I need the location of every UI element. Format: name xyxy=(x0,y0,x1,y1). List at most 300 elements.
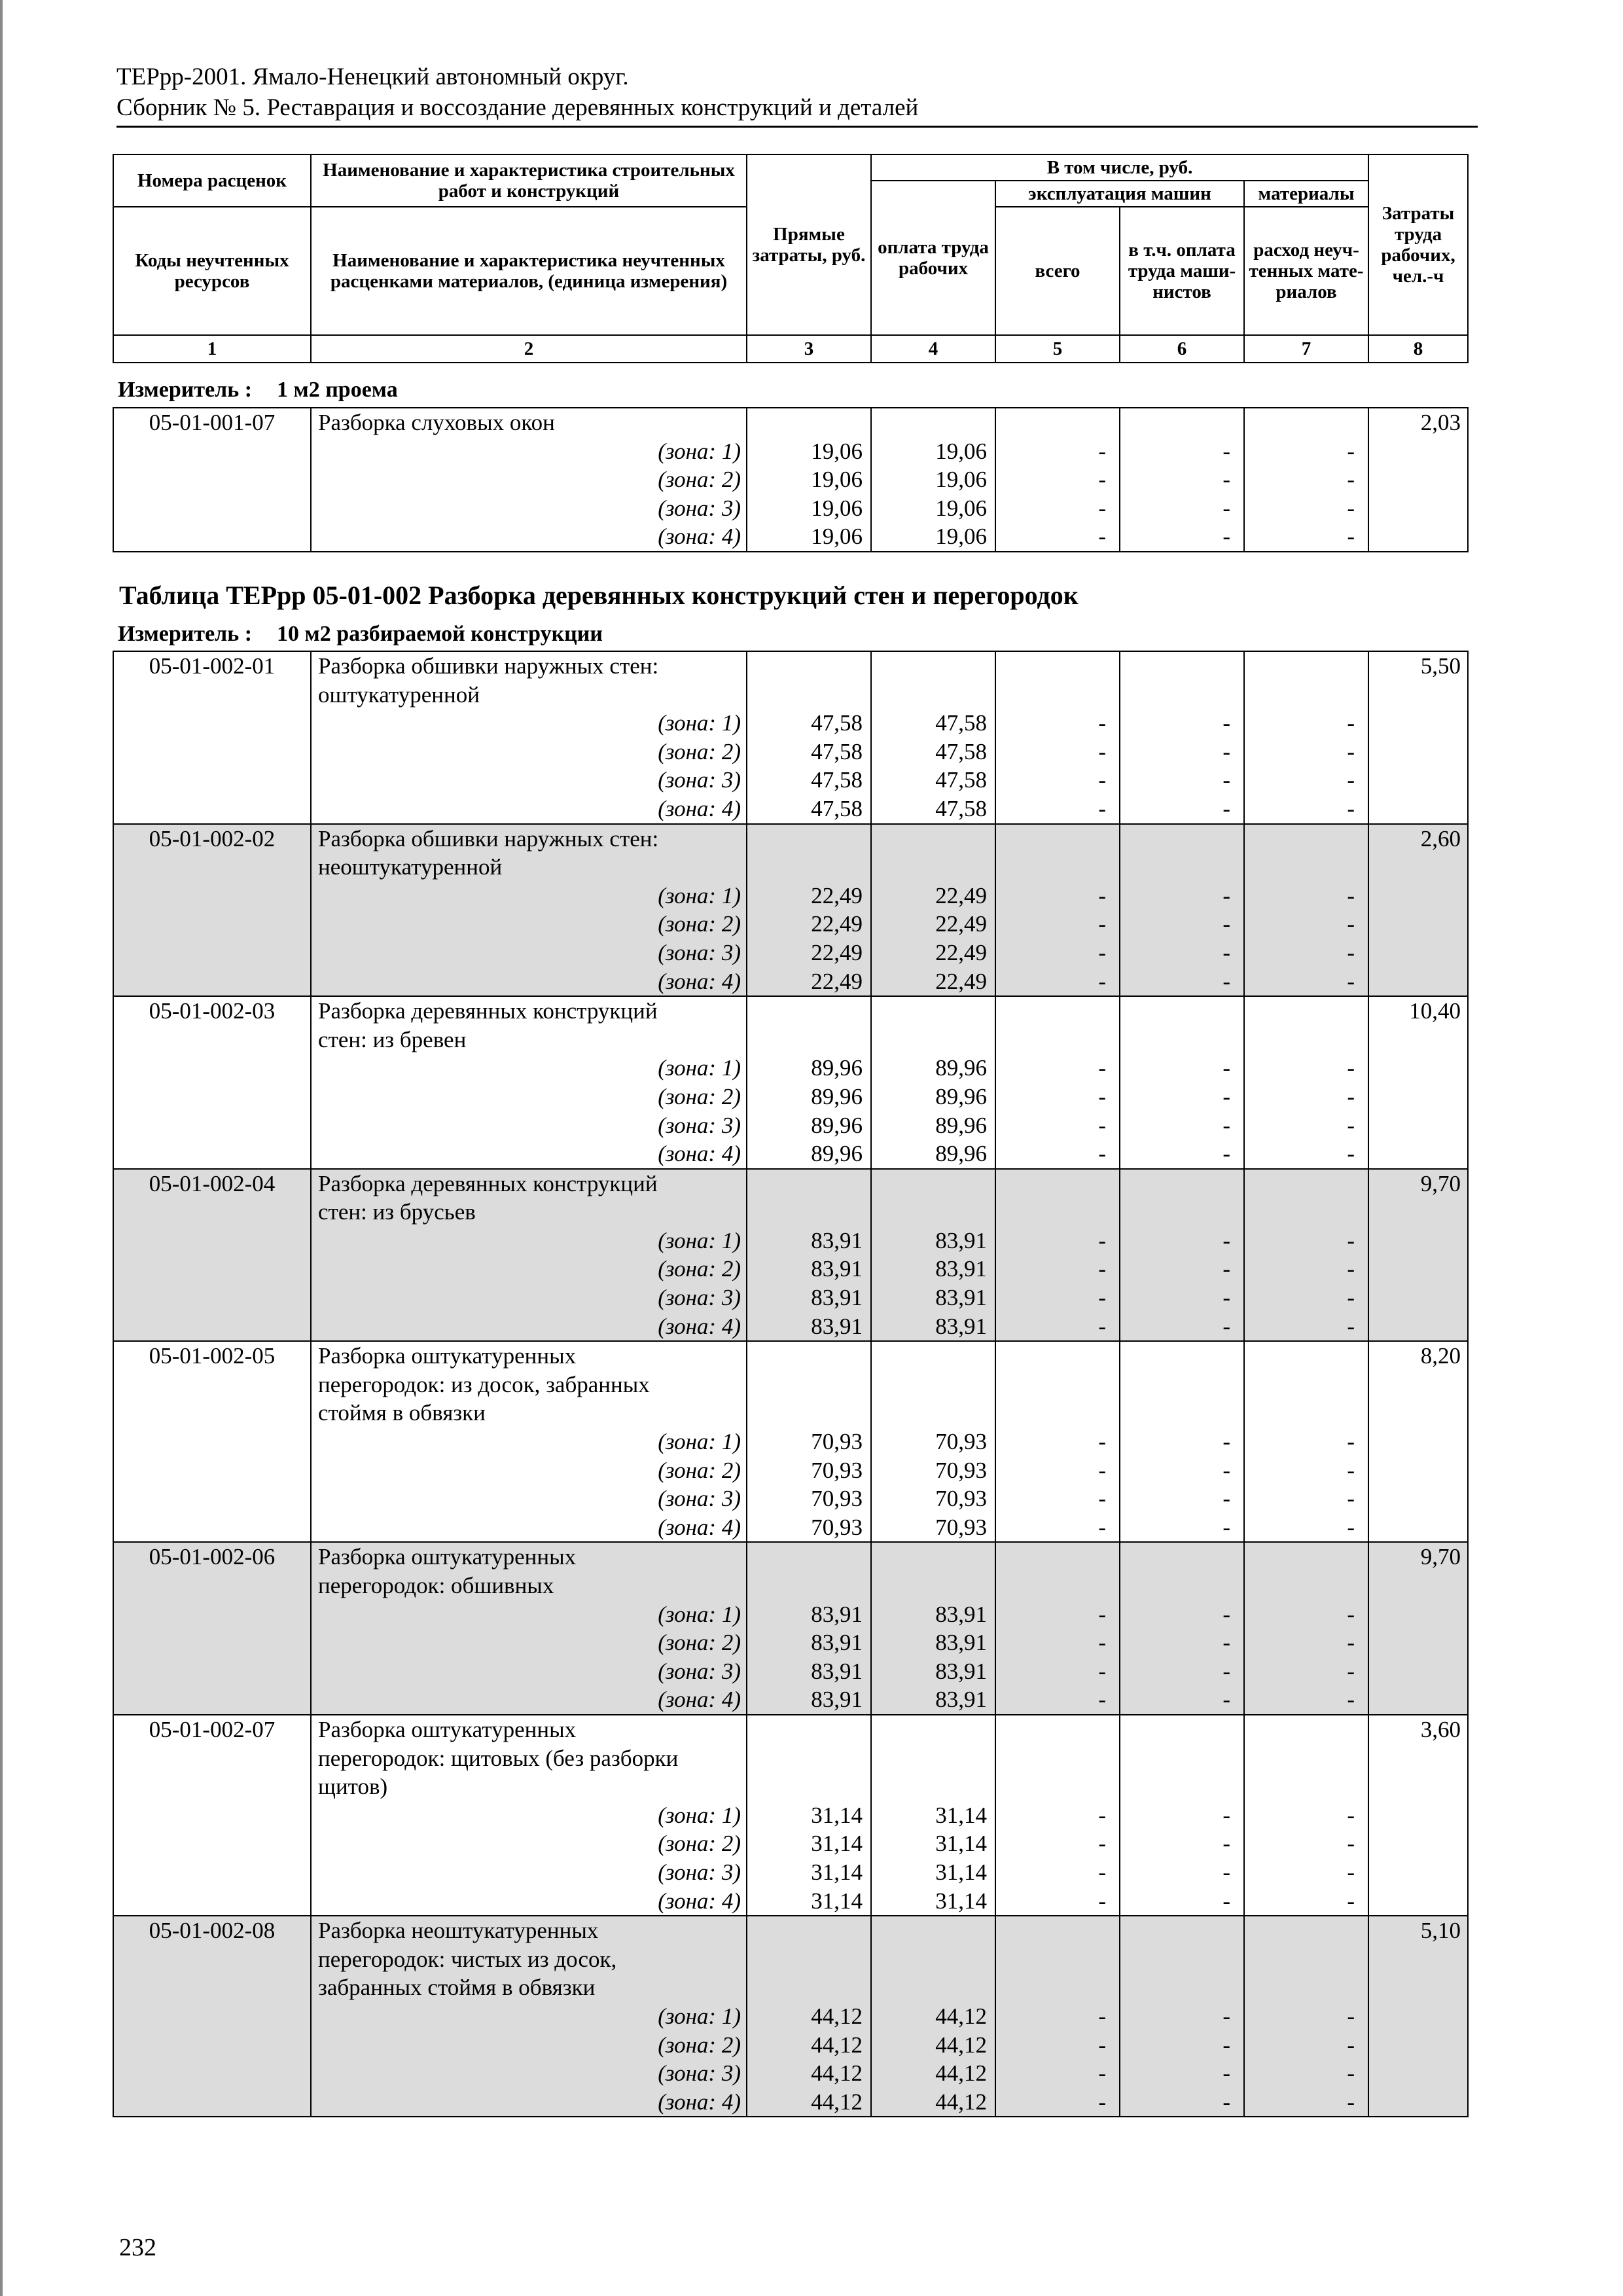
machinist-pay-text: - xyxy=(1222,1227,1230,1253)
labor-pay xyxy=(871,1916,995,2117)
labor-pay-text: 83,91 xyxy=(935,1630,987,1656)
materials-text: - xyxy=(1347,1859,1355,1885)
direct-cost-text: 47,58 xyxy=(811,795,863,821)
direct-cost-text: 89,96 xyxy=(811,1055,863,1081)
materials-text: - xyxy=(1347,1141,1355,1167)
rate-code xyxy=(113,824,311,997)
materials-text: - xyxy=(1347,2003,1355,2029)
zone-label: (зона: 1) xyxy=(658,1802,741,1828)
machinist-pay xyxy=(1120,408,1244,552)
zone-label: (зона: 1) xyxy=(658,710,741,736)
rate-row xyxy=(113,651,1468,824)
direct-cost-text: 19,06 xyxy=(811,438,863,464)
labor-pay-text: 22,49 xyxy=(935,939,987,965)
labor-pay-text: 19,06 xyxy=(935,495,987,521)
machines-total-text: - xyxy=(1098,467,1106,493)
rate-row xyxy=(113,1169,1468,1342)
labor-pay-text: 83,91 xyxy=(935,1256,987,1282)
materials-text: - xyxy=(1347,2089,1355,2115)
rates-table-05-01-001 xyxy=(113,407,1469,552)
labor-pay-text: 47,58 xyxy=(935,767,987,793)
measure-value: 10 м2 разбираемой конструкции xyxy=(277,622,603,646)
zone-label: (зона: 2) xyxy=(658,2032,741,2058)
machines-total xyxy=(995,1169,1120,1342)
materials-text: - xyxy=(1347,1285,1355,1311)
machines-total-text: - xyxy=(1098,495,1106,521)
labor-pay-text: 44,12 xyxy=(935,2032,987,2058)
rates-table-05-01-002 xyxy=(113,651,1469,2117)
rate-name-line: Разборка оштукатуренных xyxy=(318,1716,577,1742)
labor-pay-text: 44,12 xyxy=(935,2003,987,2029)
rate-name xyxy=(311,408,747,552)
running-header-title: ТЕРрр-2001. Ямало-Ненецкий автономный округ. xyxy=(116,63,629,90)
direct-cost-text: 44,12 xyxy=(811,2089,863,2115)
materials-text: - xyxy=(1347,1687,1355,1713)
rate-name-line: перегородок: обшивных xyxy=(318,1573,554,1598)
materials-text: - xyxy=(1347,2032,1355,2058)
col-header-nomera: Номера расценок xyxy=(113,154,311,207)
labor-pay-text: 47,58 xyxy=(935,795,987,821)
materials xyxy=(1244,824,1368,997)
machinist-pay-text: - xyxy=(1222,1141,1230,1167)
machinist-pay-text: - xyxy=(1222,1687,1230,1713)
direct-cost xyxy=(747,651,871,824)
rate-code-text: 05-01-002-08 xyxy=(149,1918,276,1944)
col-header-kody: Коды неучтенных ресурсов xyxy=(113,207,311,335)
zone-label: (зона: 1) xyxy=(658,1055,741,1081)
materials-text: - xyxy=(1347,1256,1355,1282)
materials-text: - xyxy=(1347,1514,1355,1540)
zone-label: (зона: 4) xyxy=(658,795,741,821)
machines-total-text: - xyxy=(1098,1227,1106,1253)
labor-pay-text: 89,96 xyxy=(935,1055,987,1081)
materials-text: - xyxy=(1347,1055,1355,1081)
zone-label: (зона: 3) xyxy=(658,2060,741,2087)
machinist-pay-text: - xyxy=(1222,968,1230,994)
materials-text: - xyxy=(1347,1227,1355,1253)
materials-text: - xyxy=(1347,2060,1355,2087)
col-header-ekspl: эксплуатация машин xyxy=(995,181,1244,207)
labor-pay-text: 83,91 xyxy=(935,1601,987,1627)
labor-hours-text: 2,03 xyxy=(1420,410,1461,435)
page-edge-line xyxy=(0,0,3,2296)
materials-text: - xyxy=(1347,1888,1355,1914)
rate-name xyxy=(311,996,747,1169)
direct-cost-text: 83,91 xyxy=(811,1658,863,1684)
direct-cost-text: 70,93 xyxy=(811,1429,863,1455)
labor-hours-text: 5,50 xyxy=(1420,653,1461,679)
machines-total-text: - xyxy=(1098,2003,1106,2029)
zone-label: (зона: 4) xyxy=(658,2089,741,2115)
labor-pay-text: 19,06 xyxy=(935,467,987,493)
zone-label: (зона: 2) xyxy=(658,1256,741,1282)
direct-cost xyxy=(747,1542,871,1715)
materials-text: - xyxy=(1347,1313,1355,1339)
zone-label: (зона: 2) xyxy=(658,1630,741,1656)
col-number: 6 xyxy=(1120,335,1244,363)
direct-cost-text: 19,06 xyxy=(811,524,863,550)
materials-text: - xyxy=(1347,1601,1355,1627)
machinist-pay-text: - xyxy=(1222,467,1230,493)
materials-text: - xyxy=(1347,1630,1355,1656)
labor-hours xyxy=(1368,1169,1468,1342)
rate-name-line: перегородок: щитовых (без разборки xyxy=(318,1745,679,1771)
machinist-pay-text: - xyxy=(1222,939,1230,965)
zone-label: (зона: 4) xyxy=(658,1313,741,1339)
col-header-materialy: материалы xyxy=(1244,181,1368,207)
machines-total xyxy=(995,1916,1120,2117)
direct-cost-text: 83,91 xyxy=(811,1601,863,1627)
rate-code-text: 05-01-002-06 xyxy=(149,1544,276,1570)
col-header-rashod: расход неуч-тенных мате-риалов xyxy=(1244,207,1368,335)
machinist-pay xyxy=(1120,651,1244,824)
rate-name-line: забранных стоймя в обвязки xyxy=(318,1975,596,2001)
zone-label: (зона: 2) xyxy=(658,1831,741,1857)
labor-pay xyxy=(871,1169,995,1342)
machines-total-text: - xyxy=(1098,939,1106,965)
machines-total-text: - xyxy=(1098,1055,1106,1081)
direct-cost-text: 19,06 xyxy=(811,495,863,521)
rate-name-line: Разборка обшивки наружных стен: xyxy=(318,825,659,852)
machinist-pay xyxy=(1120,996,1244,1169)
materials-text: - xyxy=(1347,1831,1355,1857)
machines-total xyxy=(995,1341,1120,1542)
rate-code-text: 05-01-002-05 xyxy=(149,1343,276,1369)
machinist-pay xyxy=(1120,1715,1244,1916)
rate-row xyxy=(113,1542,1468,1715)
rate-code-text: 05-01-002-02 xyxy=(149,825,276,852)
materials xyxy=(1244,1542,1368,1715)
zone-label: (зона: 4) xyxy=(658,1687,741,1713)
materials-text: - xyxy=(1347,1112,1355,1138)
materials-text: - xyxy=(1347,882,1355,908)
direct-cost-text: 47,58 xyxy=(811,710,863,736)
rate-name-line: щитов) xyxy=(318,1774,388,1800)
materials-text: - xyxy=(1347,1083,1355,1109)
rate-row xyxy=(113,408,1468,552)
machines-total xyxy=(995,996,1120,1169)
table-title: Таблица ТЕРрр 05-01-002 Разборка деревянных конструкций стен и перегородок xyxy=(119,581,1079,610)
labor-hours xyxy=(1368,651,1468,824)
zone-label: (зона: 2) xyxy=(658,1457,741,1483)
zone-label: (зона: 1) xyxy=(658,1601,741,1627)
materials xyxy=(1244,408,1368,552)
machines-total-text: - xyxy=(1098,524,1106,550)
machinist-pay-text: - xyxy=(1222,738,1230,764)
labor-pay-text: 31,14 xyxy=(935,1859,987,1885)
labor-pay-text: 47,58 xyxy=(935,738,987,764)
machinist-pay xyxy=(1120,1169,1244,1342)
labor-pay-text: 47,58 xyxy=(935,710,987,736)
direct-cost-text: 22,49 xyxy=(811,968,863,994)
labor-pay-text: 70,93 xyxy=(935,1429,987,1455)
labor-pay-text: 70,93 xyxy=(935,1486,987,1512)
materials-text: - xyxy=(1347,1486,1355,1512)
rate-code-text: 05-01-002-07 xyxy=(149,1716,276,1742)
materials-text: - xyxy=(1347,939,1355,965)
labor-hours-text: 9,70 xyxy=(1420,1544,1461,1570)
machines-total-text: - xyxy=(1098,738,1106,764)
col-number: 8 xyxy=(1368,335,1468,363)
direct-cost-text: 22,49 xyxy=(811,911,863,937)
materials xyxy=(1244,1169,1368,1342)
col-header-vsego: всего xyxy=(995,207,1120,335)
rate-code xyxy=(113,408,311,552)
zone-label: (зона: 1) xyxy=(658,438,741,464)
materials-text: - xyxy=(1347,1429,1355,1455)
rate-name-line: стен: из брусьев xyxy=(318,1199,476,1225)
labor-pay xyxy=(871,408,995,552)
zone-label: (зона: 3) xyxy=(658,939,741,965)
rate-name-line: перегородок: из досок, забранных xyxy=(318,1371,650,1397)
machines-total-text: - xyxy=(1098,1429,1106,1455)
labor-pay-text: 19,06 xyxy=(935,524,987,550)
labor-pay-text: 89,96 xyxy=(935,1112,987,1138)
machinist-pay-text: - xyxy=(1222,767,1230,793)
rate-name-line: Разборка деревянных конструкций xyxy=(318,998,658,1024)
rate-name xyxy=(311,651,747,824)
labor-hours xyxy=(1368,1542,1468,1715)
machinist-pay xyxy=(1120,1341,1244,1542)
rate-name xyxy=(311,1169,747,1342)
materials-text: - xyxy=(1347,438,1355,464)
materials xyxy=(1244,1715,1368,1916)
machinist-pay-text: - xyxy=(1222,2003,1230,2029)
machinist-pay-text: - xyxy=(1222,1630,1230,1656)
rate-name xyxy=(311,1715,747,1916)
rate-code-text: 05-01-002-03 xyxy=(149,998,276,1024)
machines-total-text: - xyxy=(1098,1802,1106,1828)
rate-code-text: 05-01-002-01 xyxy=(149,653,276,679)
measure-value: 1 м2 проема xyxy=(277,378,398,402)
machines-total xyxy=(995,824,1120,997)
zone-label: (зона: 4) xyxy=(658,524,741,550)
machinist-pay-text: - xyxy=(1222,438,1230,464)
machinist-pay-text: - xyxy=(1222,1055,1230,1081)
machinist-pay-text: - xyxy=(1222,1429,1230,1455)
direct-cost-text: 44,12 xyxy=(811,2003,863,2029)
rate-code-text: 05-01-002-04 xyxy=(149,1170,276,1196)
machines-total-text: - xyxy=(1098,1313,1106,1339)
materials-text: - xyxy=(1347,738,1355,764)
col-header-v-tom-chisle: В том числе, руб. xyxy=(871,154,1368,181)
machinist-pay xyxy=(1120,824,1244,997)
column-header-table xyxy=(113,154,1469,363)
rate-code xyxy=(113,651,311,824)
rate-name-line: неоштукатуренной xyxy=(318,854,503,880)
materials-text: - xyxy=(1347,968,1355,994)
direct-cost-text: 31,14 xyxy=(811,1802,863,1828)
machinist-pay-text: - xyxy=(1222,882,1230,908)
rate-name-line: оштукатуренной xyxy=(318,681,480,708)
labor-pay-text: 83,91 xyxy=(935,1313,987,1339)
labor-pay xyxy=(871,1341,995,1542)
col-number: 1 xyxy=(113,335,311,363)
machinist-pay-text: - xyxy=(1222,1658,1230,1684)
machinist-pay-text: - xyxy=(1222,1313,1230,1339)
direct-cost-text: 22,49 xyxy=(811,882,863,908)
col-header-naim-neuch: Наименование и характеристика неучтенных расценками материалов, (единица измерения) xyxy=(311,207,747,335)
direct-cost-text: 83,91 xyxy=(811,1687,863,1713)
direct-cost xyxy=(747,1715,871,1916)
zone-label: (зона: 4) xyxy=(658,1888,741,1914)
direct-cost-text: 83,91 xyxy=(811,1256,863,1282)
machines-total-text: - xyxy=(1098,1888,1106,1914)
labor-pay-text: 19,06 xyxy=(935,438,987,464)
zone-label: (зона: 2) xyxy=(658,738,741,764)
direct-cost-text: 19,06 xyxy=(811,467,863,493)
rate-row xyxy=(113,824,1468,997)
labor-hours xyxy=(1368,996,1468,1169)
machines-total-text: - xyxy=(1098,1112,1106,1138)
labor-hours xyxy=(1368,824,1468,997)
machines-total-text: - xyxy=(1098,968,1106,994)
rate-code xyxy=(113,1715,311,1916)
direct-cost xyxy=(747,1341,871,1542)
labor-pay xyxy=(871,651,995,824)
materials-text: - xyxy=(1347,795,1355,821)
measure-label: Измеритель : xyxy=(118,378,253,402)
machines-total-text: - xyxy=(1098,1514,1106,1540)
labor-hours-text: 5,10 xyxy=(1420,1918,1461,1944)
machines-total-text: - xyxy=(1098,2089,1106,2115)
machinist-pay-text: - xyxy=(1222,911,1230,937)
direct-cost-text: 83,91 xyxy=(811,1285,863,1311)
machinist-pay xyxy=(1120,1916,1244,2117)
rate-code xyxy=(113,1169,311,1342)
zone-label: (зона: 3) xyxy=(658,1859,741,1885)
rate-name xyxy=(311,824,747,997)
labor-hours xyxy=(1368,408,1468,552)
zone-label: (зона: 1) xyxy=(658,882,741,908)
machinist-pay-text: - xyxy=(1222,1486,1230,1512)
machines-total-text: - xyxy=(1098,1687,1106,1713)
rate-name-line: стоймя в обвязки xyxy=(318,1400,486,1426)
col-number: 7 xyxy=(1244,335,1368,363)
labor-hours-text: 2,60 xyxy=(1420,825,1461,852)
direct-cost-text: 22,49 xyxy=(811,939,863,965)
zone-label: (зона: 4) xyxy=(658,968,741,994)
materials-text: - xyxy=(1347,1802,1355,1828)
col-header-pryamye: Прямые затраты, руб. xyxy=(747,154,871,335)
machinist-pay-text: - xyxy=(1222,1112,1230,1138)
col-number: 4 xyxy=(871,335,995,363)
direct-cost-text: 70,93 xyxy=(811,1486,863,1512)
labor-pay-text: 44,12 xyxy=(935,2060,987,2087)
rate-row xyxy=(113,996,1468,1169)
machines-total-text: - xyxy=(1098,1831,1106,1857)
machinist-pay-text: - xyxy=(1222,1256,1230,1282)
rate-name-line: Разборка деревянных конструкций xyxy=(318,1170,658,1196)
materials xyxy=(1244,996,1368,1169)
col-header-zatraty: Затраты труда рабочих, чел.-ч xyxy=(1368,154,1468,335)
labor-hours-text: 8,20 xyxy=(1420,1343,1461,1369)
rate-name-line: перегородок: чистых из досок, xyxy=(318,1946,617,1972)
rate-row xyxy=(113,1715,1468,1916)
machines-total-text: - xyxy=(1098,1457,1106,1483)
machines-total-text: - xyxy=(1098,911,1106,937)
zone-label: (зона: 3) xyxy=(658,767,741,793)
zone-label: (зона: 3) xyxy=(658,495,741,521)
machines-total-text: - xyxy=(1098,882,1106,908)
rate-code-text: 05-01-001-07 xyxy=(149,410,276,435)
machines-total-text: - xyxy=(1098,1486,1106,1512)
direct-cost-text: 70,93 xyxy=(811,1514,863,1540)
direct-cost-text: 44,12 xyxy=(811,2032,863,2058)
labor-pay-text: 31,14 xyxy=(935,1802,987,1828)
rate-name xyxy=(311,1542,747,1715)
materials-text: - xyxy=(1347,767,1355,793)
materials-text: - xyxy=(1347,1658,1355,1684)
direct-cost xyxy=(747,996,871,1169)
machines-total-text: - xyxy=(1098,2032,1106,2058)
labor-pay-text: 31,14 xyxy=(935,1888,987,1914)
labor-pay-text: 89,96 xyxy=(935,1141,987,1167)
labor-hours-text: 9,70 xyxy=(1420,1170,1461,1196)
zone-label: (зона: 2) xyxy=(658,1083,741,1109)
rate-code xyxy=(113,1542,311,1715)
machinist-pay-text: - xyxy=(1222,795,1230,821)
materials-text: - xyxy=(1347,524,1355,550)
machines-total xyxy=(995,1715,1120,1916)
col-header-vtch: в т.ч. оплата труда маши-нистов xyxy=(1120,207,1244,335)
zone-label: (зона: 3) xyxy=(658,1112,741,1138)
labor-pay-text: 22,49 xyxy=(935,911,987,937)
materials xyxy=(1244,1916,1368,2117)
machines-total xyxy=(995,408,1120,552)
direct-cost-text: 31,14 xyxy=(811,1859,863,1885)
col-header-oplata: оплата труда рабочих xyxy=(871,181,995,335)
machinist-pay-text: - xyxy=(1222,1514,1230,1540)
machines-total-text: - xyxy=(1098,1658,1106,1684)
machinist-pay-text: - xyxy=(1222,524,1230,550)
machinist-pay-text: - xyxy=(1222,1083,1230,1109)
labor-pay-text: 89,96 xyxy=(935,1083,987,1109)
labor-hours xyxy=(1368,1916,1468,2117)
machinist-pay-text: - xyxy=(1222,1859,1230,1885)
col-header-naim: Наименование и характеристика строительных работ и конструкций xyxy=(311,154,747,207)
zone-label: (зона: 3) xyxy=(658,1658,741,1684)
labor-pay-text: 83,91 xyxy=(935,1658,987,1684)
machines-total-text: - xyxy=(1098,1601,1106,1627)
direct-cost-text: 44,12 xyxy=(811,2060,863,2087)
direct-cost-text: 70,93 xyxy=(811,1457,863,1483)
direct-cost-text: 83,91 xyxy=(811,1630,863,1656)
machinist-pay xyxy=(1120,1542,1244,1715)
zone-label: (зона: 4) xyxy=(658,1514,741,1540)
machines-total-text: - xyxy=(1098,1630,1106,1656)
rate-name-line: Разборка слуховых окон xyxy=(318,410,555,435)
labor-hours-text: 10,40 xyxy=(1409,998,1461,1024)
zone-label: (зона: 4) xyxy=(658,1141,741,1167)
direct-cost xyxy=(747,824,871,997)
machines-total-text: - xyxy=(1098,767,1106,793)
running-header-subtitle: Сборник № 5. Реставрация и воссоздание деревянных конструкций и деталей xyxy=(116,94,919,121)
materials-text: - xyxy=(1347,467,1355,493)
labor-pay-text: 44,12 xyxy=(935,2089,987,2115)
labor-pay-text: 70,93 xyxy=(935,1514,987,1540)
rate-name xyxy=(311,1916,747,2117)
direct-cost-text: 47,58 xyxy=(811,767,863,793)
rate-name-line: Разборка неоштукатуренных xyxy=(318,1918,599,1944)
labor-pay-text: 22,49 xyxy=(935,968,987,994)
machinist-pay-text: - xyxy=(1222,1888,1230,1914)
direct-cost-text: 89,96 xyxy=(811,1141,863,1167)
materials-text: - xyxy=(1347,911,1355,937)
machines-total xyxy=(995,651,1120,824)
machinist-pay-text: - xyxy=(1222,2032,1230,2058)
direct-cost-text: 89,96 xyxy=(811,1112,863,1138)
